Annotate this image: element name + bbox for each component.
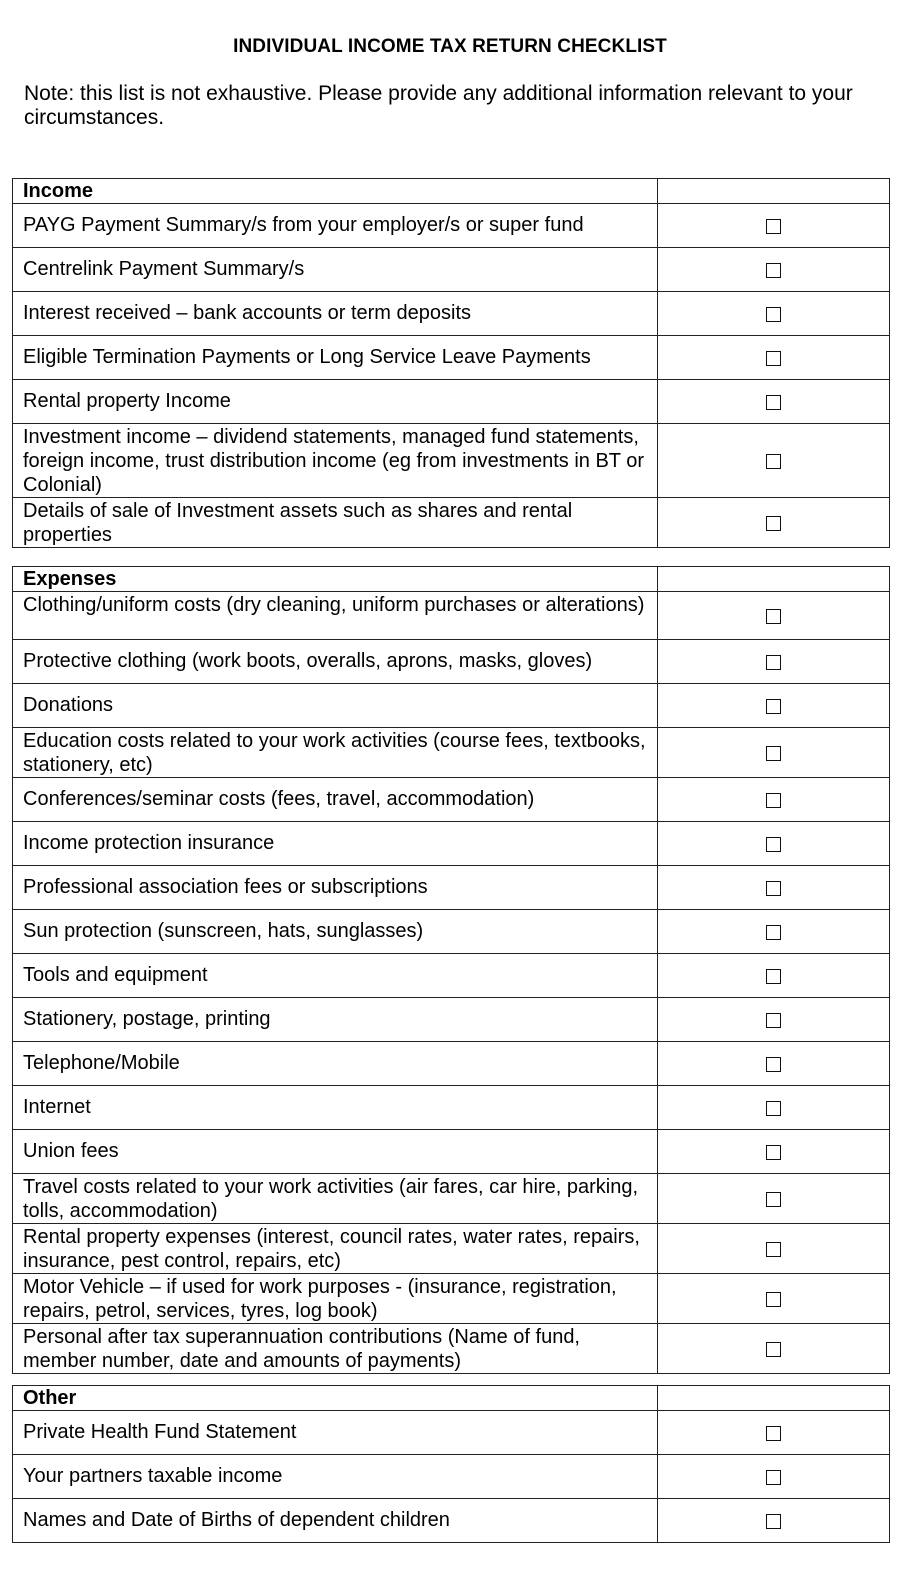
item-label: Names and Date of Births of dependent children — [13, 1499, 658, 1543]
checklist-row — [13, 1324, 890, 1374]
checkbox[interactable] — [766, 1057, 781, 1072]
item-label: Interest received – bank accounts or term deposits — [13, 292, 658, 336]
item-label: Union fees — [13, 1130, 658, 1174]
checkbox[interactable] — [766, 1514, 781, 1529]
checklist-row — [13, 684, 890, 728]
checklist-row — [13, 778, 890, 822]
item-label: Personal after tax superannuation contributions (Name of fund, member number, date and amounts of payments) — [13, 1324, 658, 1374]
checklist-row — [13, 204, 890, 248]
checklist-row — [13, 640, 890, 684]
checkbox[interactable] — [766, 1013, 781, 1028]
item-label: Investment income – dividend statements, managed fund statements, foreign income, trust distribution income (eg from investments in BT or Colonial) — [13, 424, 658, 498]
item-label: Details of sale of Investment assets such as shares and rental properties — [13, 498, 658, 548]
item-label: Centrelink Payment Summary/s — [13, 248, 658, 292]
checklist-row — [13, 954, 890, 998]
item-label: Conferences/seminar costs (fees, travel, accommodation) — [13, 778, 658, 822]
checkbox[interactable] — [766, 655, 781, 670]
checkbox[interactable] — [766, 263, 781, 278]
checklist-row — [13, 1130, 890, 1174]
item-label: Professional association fees or subscriptions — [13, 866, 658, 910]
checkbox[interactable] — [766, 746, 781, 761]
item-label: Income protection insurance — [13, 822, 658, 866]
checkbox[interactable] — [766, 925, 781, 940]
checkbox[interactable] — [766, 969, 781, 984]
item-label: Sun protection (sunscreen, hats, sunglasses) — [13, 910, 658, 954]
item-label: Clothing/uniform costs (dry cleaning, uniform purchases or alterations) — [13, 592, 658, 640]
checkbox[interactable] — [766, 1342, 781, 1357]
item-label: Internet — [13, 1086, 658, 1130]
checkbox[interactable] — [766, 219, 781, 234]
checkbox[interactable] — [766, 1470, 781, 1485]
item-label: Rental property expenses (interest, council rates, water rates, repairs, insurance, pest control, repairs, etc) — [13, 1224, 658, 1274]
income-heading: Income — [13, 179, 658, 204]
checkbox[interactable] — [766, 454, 781, 469]
item-label: Protective clothing (work boots, overalls, aprons, masks, gloves) — [13, 640, 658, 684]
checkbox[interactable] — [766, 395, 781, 410]
checklist-row — [13, 1224, 890, 1274]
item-label: Motor Vehicle – if used for work purposes - (insurance, registration, repairs, petrol, services, tyres, log book) — [13, 1274, 658, 1324]
item-label: Tools and equipment — [13, 954, 658, 998]
checklist-row — [13, 1411, 890, 1455]
checkbox[interactable] — [766, 1145, 781, 1160]
checkbox[interactable] — [766, 609, 781, 624]
checkbox[interactable] — [766, 1426, 781, 1441]
item-label: Travel costs related to your work activities (air fares, car hire, parking, tolls, accommodation) — [13, 1174, 658, 1224]
checklist-row — [13, 592, 890, 640]
checkbox[interactable] — [766, 793, 781, 808]
checklist-row — [13, 1042, 890, 1086]
item-label: Telephone/Mobile — [13, 1042, 658, 1086]
other-section-table — [12, 1385, 890, 1543]
checklist-row — [13, 866, 890, 910]
checklist-row — [13, 1499, 890, 1543]
checklist-row — [13, 998, 890, 1042]
item-label: Eligible Termination Payments or Long Service Leave Payments — [13, 336, 658, 380]
checkbox[interactable] — [766, 1292, 781, 1307]
checklist-row — [13, 336, 890, 380]
checklist-row — [13, 292, 890, 336]
page-title: INDIVIDUAL INCOME TAX RETURN CHECKLIST — [233, 36, 667, 57]
expenses-heading: Expenses — [13, 567, 658, 592]
checkbox[interactable] — [766, 699, 781, 714]
checkbox[interactable] — [766, 516, 781, 531]
item-label: Private Health Fund Statement — [13, 1411, 658, 1455]
item-label: Education costs related to your work activities (course fees, textbooks, stationery, etc) — [13, 728, 658, 778]
checklist-row — [13, 498, 890, 548]
income-section-table — [12, 178, 890, 548]
checklist-row — [13, 1086, 890, 1130]
checkbox[interactable] — [766, 881, 781, 896]
checklist-row — [13, 822, 890, 866]
checkbox[interactable] — [766, 1101, 781, 1116]
checklist-row — [13, 424, 890, 498]
checkbox[interactable] — [766, 1242, 781, 1257]
item-label: PAYG Payment Summary/s from your employer/s or super fund — [13, 204, 658, 248]
note-text: Note: this list is not exhaustive. Please provide any additional information relevant to your circumstances. — [24, 82, 853, 129]
checkbox[interactable] — [766, 351, 781, 366]
item-label: Rental property Income — [13, 380, 658, 424]
checkbox[interactable] — [766, 837, 781, 852]
checklist-row — [13, 910, 890, 954]
checkbox[interactable] — [766, 307, 781, 322]
checklist-row — [13, 1455, 890, 1499]
checkbox[interactable] — [766, 1192, 781, 1207]
checklist-row — [13, 380, 890, 424]
expenses-section-table — [12, 566, 890, 1374]
checklist-row — [13, 248, 890, 292]
other-heading: Other — [13, 1386, 658, 1411]
checklist-row — [13, 728, 890, 778]
item-label: Your partners taxable income — [13, 1455, 658, 1499]
item-label: Donations — [13, 684, 658, 728]
item-label: Stationery, postage, printing — [13, 998, 658, 1042]
checklist-row — [13, 1174, 890, 1224]
checklist-row — [13, 1274, 890, 1324]
